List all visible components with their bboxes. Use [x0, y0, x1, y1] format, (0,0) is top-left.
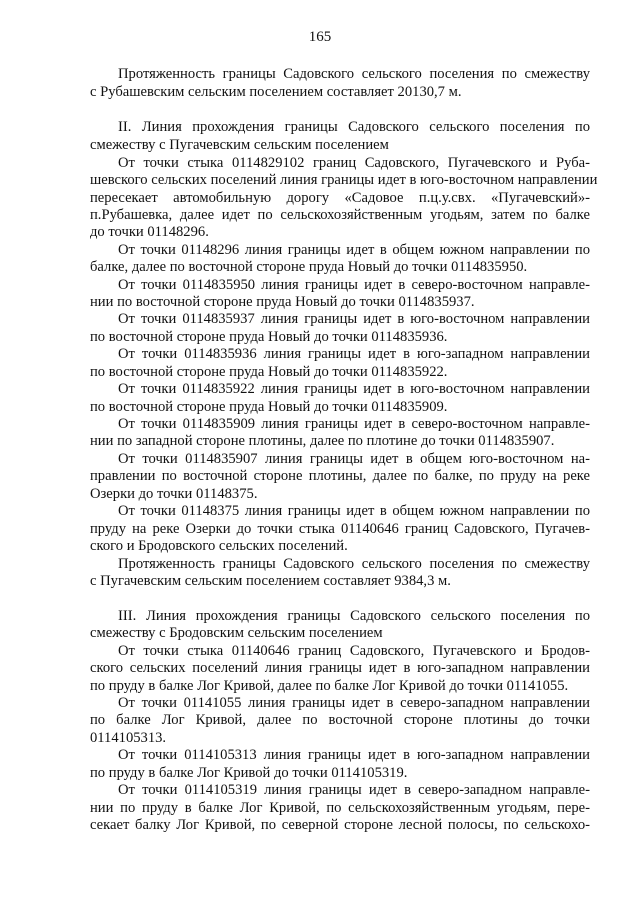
- text-line: От точки 0114835937 линия границы идет в юго-восточном направлении: [118, 311, 590, 327]
- text-line: смежеству с Пугачевским сельским поселением: [90, 137, 389, 153]
- text-line: От точки стыка 01140646 границ Садовского, Пугачевского и Бродов-: [118, 643, 590, 659]
- text-line: нии по западной стороне плотины, далее по плотине до точки 0114835907.: [90, 433, 555, 449]
- text-line: От точки 0114835936 линия границы идет в юго-западном направлении: [118, 346, 590, 362]
- text-line: 0114105313.: [90, 730, 167, 746]
- text-line: пересекает автомобильную дорогу «Садовое п.ц.у.свх. «Пугачевский»-: [90, 190, 590, 206]
- text-line: III. Линия прохождения границы Садовского сельского поселения по: [118, 608, 590, 624]
- text-line: От точки 01141055 линия границы идет в северо-западном направлении: [118, 695, 590, 711]
- text-line: по восточной стороне пруда Новый до точки 0114835909.: [90, 399, 448, 415]
- text-line: Протяженность границы Садовского сельского поселения по смежеству: [118, 556, 590, 572]
- text-line: От точки 0114105313 линия границы идет в юго-западном направлении: [118, 747, 590, 763]
- text-line: Протяженность границы Садовского сельского поселения по смежеству: [118, 66, 590, 82]
- text-line: по пруду в балке Лог Кривой, далее по балке Лог Кривой до точки 01141055.: [90, 678, 569, 694]
- text-line: нии по пруду в балке Лог Кривой, по сельскохозяйственным угодьям, пере-: [90, 800, 590, 816]
- text-line: Озерки до точки 01148375.: [90, 486, 258, 502]
- text-line: шевского сельских поселений линия границы идет в юго-восточном направлении: [90, 172, 598, 188]
- text-line: п.Рубашевка, далее идет по сельскохозяйственным угодьям, затем по балке: [90, 207, 590, 223]
- text-line: с Пугачевским сельским поселением составляет 9384,3 м.: [90, 573, 451, 589]
- text-line: ского и Бродовского сельских поселений.: [90, 538, 348, 554]
- text-line: секает балку Лог Кривой, по северной стороне лесной полосы, по сельскохо-: [90, 817, 590, 833]
- text-line: От точки 0114835922 линия границы идет в юго-восточном направлении: [118, 381, 590, 397]
- text-line: по восточной стороне пруда Новый до точки 0114835936.: [90, 329, 448, 345]
- text-line: смежеству с Бродовским сельским поселением: [90, 625, 383, 641]
- text-line: с Рубашевским сельским поселением составляет 20130,7 м.: [90, 84, 462, 100]
- text-line: От точки 01148296 линия границы идет в общем южном направлении по: [118, 242, 590, 258]
- text-line: От точки 0114835909 линия границы идет в северо-восточном направле-: [118, 416, 590, 432]
- text-line: правлении по восточной стороне плотины, далее по балке, по пруду на реке: [90, 468, 590, 484]
- text-line: От точки 0114835950 линия границы идет в северо-восточном направле-: [118, 277, 590, 293]
- page-number: 165: [308, 29, 332, 45]
- text-line: по пруду в балке Лог Кривой до точки 0114105319.: [90, 765, 408, 781]
- text-line: нии по восточной стороне пруда Новый до точки 0114835937.: [90, 294, 475, 310]
- text-line: по балке Лог Кривой, далее по восточной стороне плотины до точки: [90, 712, 590, 728]
- text-line: ского сельских поселений линия границы идет в юго-западном направлении: [90, 660, 590, 676]
- text-line: балке, далее по восточной стороне пруда Новый до точки 0114835950.: [90, 259, 528, 275]
- text-line: пруду на реке Озерки до точки стыка 01140646 границ Садовского, Пугачев-: [90, 521, 590, 537]
- text-line: до точки 01148296.: [90, 224, 209, 240]
- text-line: II. Линия прохождения границы Садовского сельского поселения по: [118, 119, 590, 135]
- text-line: От точки стыка 0114829102 границ Садовского, Пугачевского и Руба-: [118, 155, 590, 171]
- text-line: От точки 0114105319 линия границы идет в северо-западном направле-: [118, 782, 590, 798]
- text-line: по восточной стороне пруда Новый до точки 0114835922.: [90, 364, 448, 380]
- text-line: От точки 0114835907 линия границы идет в общем юго-восточном на-: [118, 451, 590, 467]
- text-line: От точки 01148375 линия границы идет в общем южном направлении по: [118, 503, 590, 519]
